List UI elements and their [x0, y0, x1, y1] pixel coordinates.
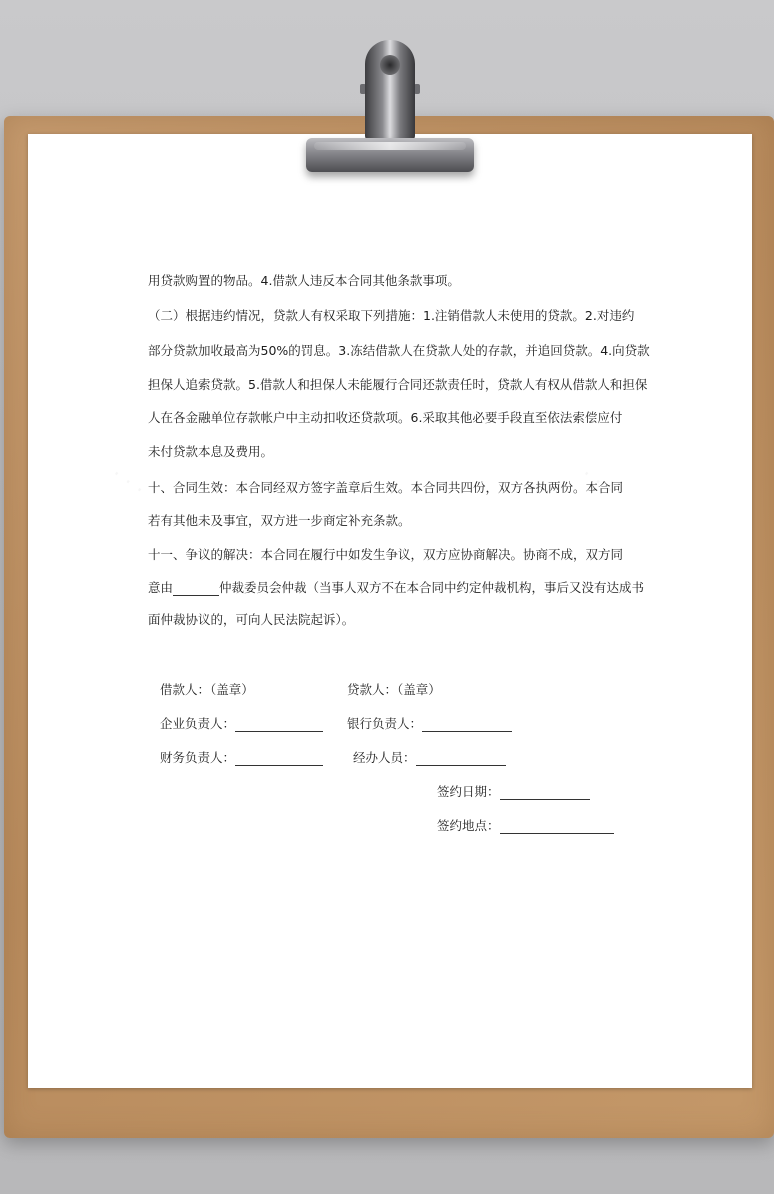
doc-line-9: 十一、争议的解决：本合同在履行中如发生争议，双方应协商解决。协商不成，双方同	[148, 547, 624, 562]
doc-line-5: 人在各金融单位存款帐户中主动扣收还贷款项。6.采取其他必要手段直至依法索偿应付	[148, 410, 623, 425]
bank-head-blank[interactable]	[422, 718, 512, 732]
enterprise-head-row	[160, 716, 323, 732]
doc-line-11: 面仲裁协议的，可向人民法院起诉）。	[148, 612, 355, 627]
doc-line-4: 担保人追索贷款。5.借款人和担保人未能履行合同还款责任时，贷款人有权从借款人和担保	[148, 377, 648, 392]
doc-line-2: （二）根据违约情况，贷款人有权采取下列措施：1.注销借款人未使用的贷款。2.对违约	[148, 308, 635, 323]
doc-line-10-rest: 仲裁委员会仲裁（当事人双方不在本合同中约定仲裁机构，事后又没有达成书	[219, 580, 645, 595]
handler-label: 经办人员：	[353, 750, 416, 765]
clip-hole	[380, 55, 400, 75]
bank-head-row	[347, 716, 512, 732]
doc-line-8: 若有其他未及事宜，双方进一步商定补充条款。	[148, 513, 411, 528]
doc-line-6: 未付贷款本息及费用。	[148, 444, 274, 459]
sign-date-label: 签约日期：	[437, 784, 500, 799]
arbitration-blank[interactable]	[173, 582, 219, 596]
doc-line-7: 十、合同生效：本合同经双方签字盖章后生效。本合同共四份，双方各执两份。本合同	[148, 480, 624, 495]
sign-place-row	[437, 818, 614, 834]
handler-blank[interactable]	[416, 752, 506, 766]
sign-place-blank[interactable]	[500, 820, 614, 834]
finance-head-label: 财务负责人：	[160, 750, 236, 765]
doc-line-3: 部分贷款加收最高为50%的罚息。3.冻结借款人在贷款人处的存款，并追回贷款。4.向贷款	[148, 343, 650, 358]
clip-shine	[314, 142, 466, 150]
doc-line-1: 用贷款购置的物品。4.借款人违反本合同其他条款事项。	[148, 273, 460, 288]
handler-row	[353, 750, 506, 766]
finance-head-row	[160, 750, 323, 766]
doc-line-10	[148, 580, 645, 596]
doc-line-10-prefix: 意由	[148, 580, 174, 595]
sign-date-row	[437, 784, 590, 800]
sign-date-blank[interactable]	[500, 786, 590, 800]
bank-head-label: 银行负责人：	[347, 716, 423, 731]
sign-place-label: 签约地点：	[437, 818, 500, 833]
lender-seal-label: 贷款人：（盖章）	[347, 682, 441, 697]
finance-head-blank[interactable]	[235, 752, 323, 766]
enterprise-head-blank[interactable]	[235, 718, 323, 732]
borrower-seal-label: 借款人：（盖章）	[160, 682, 254, 697]
enterprise-head-label: 企业负责人：	[160, 716, 236, 731]
